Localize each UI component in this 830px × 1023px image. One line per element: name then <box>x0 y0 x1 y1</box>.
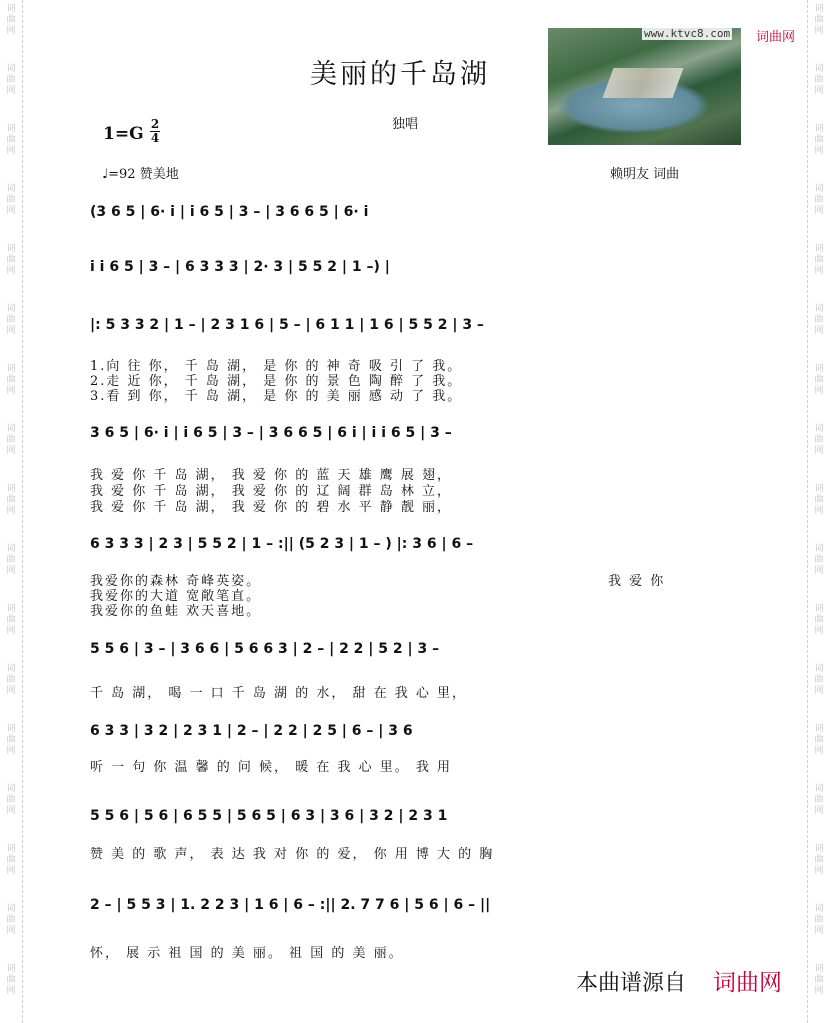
watermark-text: 词 曲 网 <box>6 4 16 36</box>
watermark-text: 词 曲 网 <box>814 724 824 756</box>
watermark-text: 词 曲 网 <box>814 304 824 336</box>
key-signature: 1=G <box>103 124 144 144</box>
watermark-text: 词 曲 网 <box>6 244 16 276</box>
score-row-9: 2 – | 5 5 3 | 1. 2 2 3 | 1 6 | 6 – :|| 2. 7 7 6 | 5 6 | 6 – || <box>90 897 491 913</box>
watermark-text: 词 曲 网 <box>6 664 16 696</box>
time-signature-top: 2 <box>150 117 160 131</box>
watermark-text: 词 曲 网 <box>814 64 824 96</box>
watermark-text: 词 曲 网 <box>814 424 824 456</box>
lyric-line: 3.看 到 你， 千 岛 湖， 是 你 的 美 丽 感 动 了 我。 <box>90 389 463 404</box>
watermark-text: 词 曲 网 <box>6 784 16 816</box>
watermark-text: 词 曲 网 <box>6 424 16 456</box>
source-site-link[interactable]: 词曲网 <box>713 970 782 996</box>
watermark-text: 词 曲 网 <box>814 124 824 156</box>
site-label: 词曲网 <box>756 30 796 45</box>
score-row-4: 3 6 5 | 6· i | i 6 5 | 3 – | 3 6 6 5 | 6 i | i i 6 5 | 3 – <box>90 425 452 441</box>
watermark-text: 词 曲 网 <box>814 364 824 396</box>
site-url: www.ktvc8.com <box>644 27 731 40</box>
watermark-text: 词 曲 网 <box>814 904 824 936</box>
lyric-line: 我爱你的森林 奇峰英姿。 <box>90 574 262 589</box>
watermark-text: 词 曲 网 <box>814 544 824 576</box>
tempo-marking: ♩=92 赞美地 <box>102 167 179 182</box>
lyric-line: 我爱你的鱼蛙 欢天喜地。 <box>90 604 262 619</box>
score-row-1: (3 6 5 | 6· i | i 6 5 | 3 – | 3 6 6 5 | 6· i <box>90 204 369 220</box>
time-signature <box>150 118 160 145</box>
time-signature-bottom: 4 <box>150 131 160 145</box>
score-row-3: |: 5 3 3 2 | 1 – | 2 3 1 6 | 5 – | 6 1 1 | 1 6 | 5 5 2 | 3 – <box>90 317 484 333</box>
watermark-text: 词 曲 网 <box>6 364 16 396</box>
watermark-text: 词 曲 网 <box>814 484 824 516</box>
score-row-6: 5 5 6 | 3 – | 3 6 6 | 5 6 6 3 | 2 – | 2 2 | 5 2 | 3 – <box>90 641 440 657</box>
song-title: 美丽的千岛湖 <box>310 59 490 90</box>
watermark-text: 词 曲 网 <box>6 844 16 876</box>
watermark-text: 词 曲 网 <box>6 904 16 936</box>
watermark-text: 词 曲 网 <box>6 604 16 636</box>
lyric-line: 赞 美 的 歌 声， 表 达 我 对 你 的 爱， 你 用 博 大 的 胸 <box>90 847 495 862</box>
score-row-7: 6 3 3 | 3 2 | 2 3 1 | 2 – | 2 2 | 2 5 | 6 – | 3 6 <box>90 723 413 739</box>
lyric-line: 听 一 句 你 温 馨 的 问 候， 暖 在 我 心 里。 我 用 <box>90 760 452 775</box>
lyric-line: 1.向 往 你， 千 岛 湖， 是 你 的 神 奇 吸 引 了 我。 <box>90 359 463 374</box>
score-row-8: 5 5 6 | 5 6 | 6 5 5 | 5 6 5 | 6 3 | 3 6 | 3 2 | 2 3 1 <box>90 808 448 824</box>
performance-type: 独唱 <box>392 117 419 132</box>
watermark-text: 词 曲 网 <box>814 664 824 696</box>
score-row-5: 6 3 3 3 | 2 3 | 5 5 2 | 1 – :|| (5 2 3 | 1 – ) |: 3 6 | 6 – <box>90 536 474 552</box>
watermark-text: 词 曲 网 <box>814 844 824 876</box>
lyric-line: 我 爱 你 千 岛 湖， 我 爱 你 的 蓝 天 雄 鹰 展 翅， <box>90 468 452 483</box>
watermark-text: 词 曲 网 <box>6 964 16 996</box>
lyric-line: 我爱你的大道 宽敞笔直。 <box>90 589 262 604</box>
watermark-text: 词 曲 网 <box>6 304 16 336</box>
watermark-text: 词 曲 网 <box>6 124 16 156</box>
watermark-text: 词 曲 网 <box>814 184 824 216</box>
lyric-line: 怀， 展 示 祖 国 的 美 丽。 祖 国 的 美 丽。 <box>90 946 404 961</box>
watermark-text: 词 曲 网 <box>6 64 16 96</box>
lyric-line: 2.走 近 你， 千 岛 湖， 是 你 的 景 色 陶 醉 了 我。 <box>90 374 463 389</box>
lyric-line: 我 爱 你 千 岛 湖， 我 爱 你 的 碧 水 平 静 靓 丽， <box>90 500 452 515</box>
author-credit: 赖明友 词曲 <box>610 167 680 182</box>
lyric-line: 我 爱 你 千 岛 湖， 我 爱 你 的 辽 阔 群 岛 林 立， <box>90 484 452 499</box>
source-label: 本曲谱源自 <box>576 971 687 996</box>
watermark-text: 词 曲 网 <box>6 724 16 756</box>
watermark-text: 词 曲 网 <box>814 964 824 996</box>
watermark-text: 词 曲 网 <box>6 184 16 216</box>
lyric-line: 我 爱 你 <box>608 574 666 589</box>
watermark-text: 词 曲 网 <box>814 784 824 816</box>
score-row-2: i i 6 5 | 3 – | 6 3 3 3 | 2· 3 | 5 5 2 | 1 –) | <box>90 259 390 275</box>
watermark-text: 词 曲 网 <box>814 604 824 636</box>
watermark-text: 词 曲 网 <box>6 484 16 516</box>
lyric-line: 千 岛 湖， 喝 一 口 千 岛 湖 的 水， 甜 在 我 心 里， <box>90 686 467 701</box>
lake-photo <box>548 28 741 145</box>
watermark-text: 词 曲 网 <box>6 544 16 576</box>
watermark-text: 词 曲 网 <box>814 244 824 276</box>
watermark-text: 词 曲 网 <box>814 4 824 36</box>
